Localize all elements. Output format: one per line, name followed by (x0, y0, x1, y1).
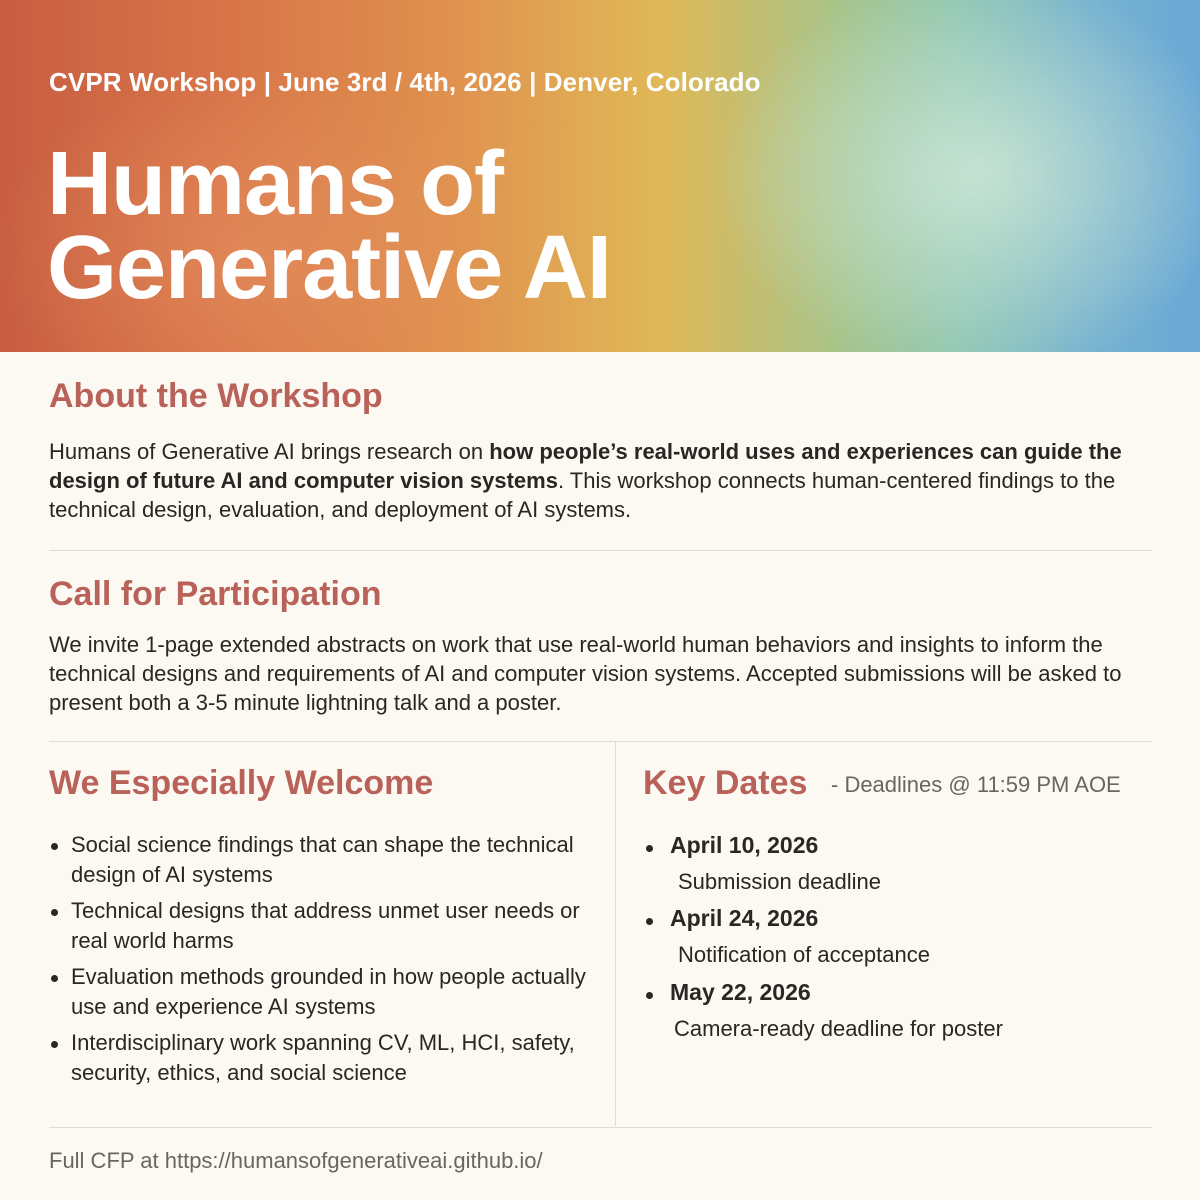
cfp-text: We invite 1-page extended abstracts on work that use real-world human behaviors and insights to inform the technical designs and requirements of AI and computer vision systems. Accepted submissions will be asked to present both a 3-5 minute lightning talk and a poster. (49, 632, 1122, 715)
bullet-icon (51, 1041, 58, 1048)
title-line-1: Humans of (47, 134, 504, 234)
list-item (49, 896, 594, 955)
bullet-icon (51, 909, 58, 916)
about-text-start: Humans of Generative AI brings research on (49, 439, 490, 464)
list-item (49, 1028, 594, 1087)
divider (49, 741, 1152, 742)
bullet-icon (51, 975, 58, 982)
divider (49, 550, 1152, 551)
footer-link-text: Full CFP at https://humansofgenerativeai.github.io/ (49, 1148, 543, 1173)
about-text-end: . This workshop connects human-centered findings to the technical design, evaluation, and deployment of AI systems. (49, 468, 1116, 522)
list-item (49, 962, 594, 1021)
cfp-title: Call for Participation (49, 575, 382, 613)
deadline-note: - Deadlines @ 11:59 PM AOE (831, 772, 1121, 797)
list-item-text: Evaluation methods grounded in how people actually use and experience AI systems (71, 964, 586, 1019)
about-text (49, 437, 1159, 524)
key-date-label: Camera-ready deadline for poster (674, 1016, 1003, 1041)
event-meta: CVPR Workshop | June 3rd / 4th, 2026 | Denver, Colorado (49, 67, 761, 97)
workshop-title (47, 134, 611, 318)
bullet-icon (646, 845, 653, 852)
divider (49, 1127, 1152, 1128)
column-divider (615, 742, 616, 1126)
bullet-icon (646, 918, 653, 925)
bullet-icon (51, 843, 58, 850)
key-date: April 24, 2026 (670, 905, 819, 931)
bullet-icon (646, 992, 653, 999)
list-item-text: Interdisciplinary work spanning CV, ML, HCI, safety, security, ethics, and social science (71, 1030, 575, 1085)
key-dates-title: Key Dates (643, 764, 808, 802)
about-text-emphasis: how people’s real-world uses and experiences can guide the design of future AI and computer vision systems (49, 439, 1122, 493)
list-item-text: Technical designs that address unmet user needs or real world harms (71, 898, 580, 953)
title-line-2: Generative AI (47, 218, 611, 318)
welcome-list (49, 830, 594, 1094)
key-date: May 22, 2026 (670, 979, 811, 1005)
welcome-title: We Especially Welcome (49, 764, 434, 802)
key-date: April 10, 2026 (670, 832, 819, 858)
list-item (49, 830, 594, 889)
key-date-label: Submission deadline (678, 869, 882, 894)
list-item-text: Social science findings that can shape the technical design of AI systems (71, 832, 574, 887)
about-title: About the Workshop (49, 377, 383, 415)
hero-banner (0, 0, 1200, 352)
key-date-label: Notification of acceptance (678, 942, 930, 967)
